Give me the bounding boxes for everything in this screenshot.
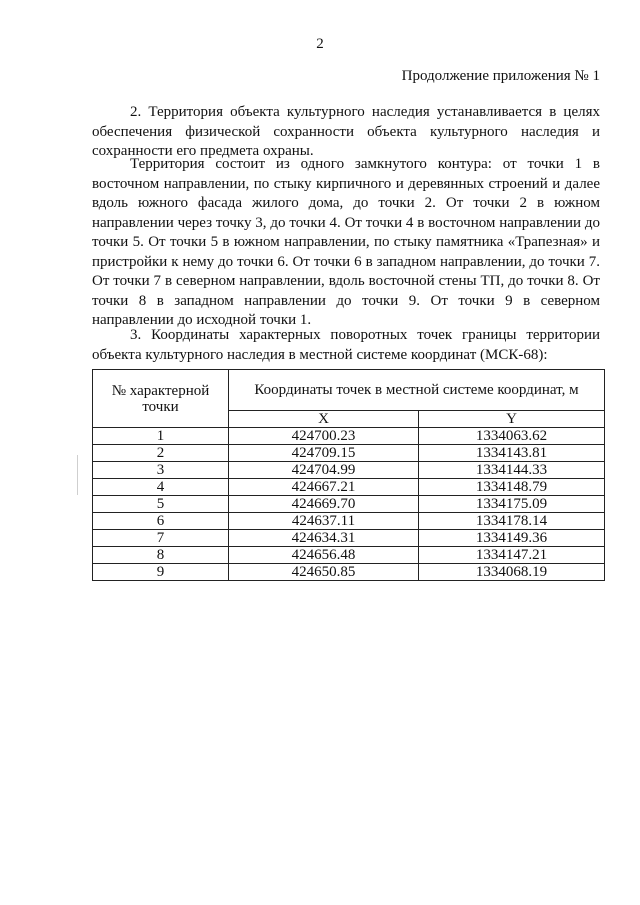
table-row	[93, 445, 605, 462]
table-row	[93, 496, 605, 513]
table-row	[93, 513, 605, 530]
cell-point-number: 3	[93, 462, 229, 479]
cell-y: 1334149.36	[419, 530, 605, 547]
paragraph-contour-description: Территория состоит из одного замкнутого контура: от точки 1 в восточном направлении, по стыку кирпичного и деревянных строений и далее вдоль южного фасада жилого дома, до точки 2. От точки 2 в южном направлении через точку 3, до точки 4. От точки 4 в восточном направлении до точки 5. От точки 5 в южном направлении, по стыку памятника «Трапезная» и пристройки к нему до точки 6. От точки 6 в западном направлении, до точки 7. От точки 7 в северном направлении, вдоль восточной стены ТП, до точки 8. От точки 8 в западном направлении до точки 9. От точки 9 в северном направлении до исходной точки 1.	[92, 156, 600, 328]
cell-point-number: 5	[93, 496, 229, 513]
cell-point-number: 4	[93, 479, 229, 496]
cell-x: 424704.99	[229, 462, 419, 479]
table-row	[93, 462, 605, 479]
cell-y: 1334148.79	[419, 479, 605, 496]
cell-x: 424700.23	[229, 428, 419, 445]
table-row	[93, 428, 605, 445]
cell-point-number: 9	[93, 564, 229, 581]
header-point-number: № характерной точки	[93, 370, 229, 428]
paragraph-territory: 2. Территория объекта культурного наследия устанавливается в целях обеспечения физической сохранности объекта культурного наследия и сохранности его предмета охраны.	[92, 104, 600, 159]
coordinates-table	[92, 369, 605, 581]
coordinates-table-container	[92, 369, 605, 581]
cell-x: 424637.11	[229, 513, 419, 530]
cell-point-number: 1	[93, 428, 229, 445]
cell-point-number: 2	[93, 445, 229, 462]
table-row	[93, 547, 605, 564]
header-y: Y	[419, 411, 605, 428]
cell-y: 1334143.81	[419, 445, 605, 462]
cell-y: 1334063.62	[419, 428, 605, 445]
cell-x: 424669.70	[229, 496, 419, 513]
header-coordinates: Координаты точек в местной системе координат, м	[229, 370, 605, 411]
cell-point-number: 8	[93, 547, 229, 564]
cell-point-number: 7	[93, 530, 229, 547]
cell-y: 1334147.21	[419, 547, 605, 564]
cell-y: 1334144.33	[419, 462, 605, 479]
cell-x: 424667.21	[229, 479, 419, 496]
cell-x: 424650.85	[229, 564, 419, 581]
scan-margin-mark	[77, 455, 78, 495]
cell-x: 424709.15	[229, 445, 419, 462]
paragraph-coordinates-intro: 3. Координаты характерных поворотных точек границы территории объекта культурного наследия в местной системе координат (МСК-68):	[92, 327, 600, 363]
table-row	[93, 564, 605, 581]
cell-y: 1334068.19	[419, 564, 605, 581]
cell-x: 424634.31	[229, 530, 419, 547]
page-number: 2	[316, 36, 324, 52]
cell-x: 424656.48	[229, 547, 419, 564]
appendix-continuation-note: Продолжение приложения № 1	[401, 68, 600, 84]
cell-y: 1334178.14	[419, 513, 605, 530]
table-row	[93, 530, 605, 547]
header-x: X	[229, 411, 419, 428]
cell-y: 1334175.09	[419, 496, 605, 513]
cell-point-number: 6	[93, 513, 229, 530]
table-row	[93, 479, 605, 496]
